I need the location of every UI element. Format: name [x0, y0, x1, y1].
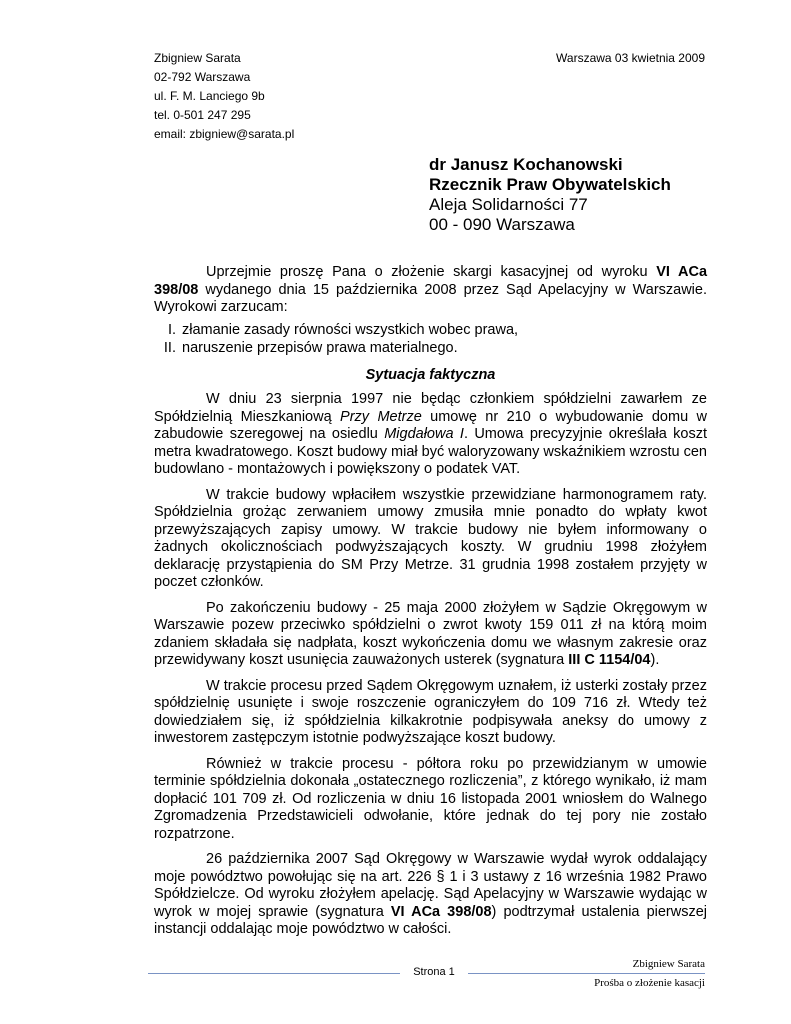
case-reference: VI ACa 398/08 — [154, 264, 708, 298]
page-number: Strona 1 — [413, 966, 455, 978]
case-reference: III C 1154/04 — [568, 652, 651, 668]
paragraph-2: W trakcie budowy wpłaciłem wszystkie przewidziane harmonogramem raty. Spółdzielnia grożąc zerwaniem umowy zmusiła mnie ponadto do wpłaty kwot przewyższających zapisy umowy. W trakcie budowy nie byłem informowany o żadnych okolicznościach podwyższających koszty. W grudniu 1998 złożyłem deklarację przystąpienia do SM Przy Metrze. 31 grudnia 1998 zostałem przyjęty w poczet członków. — [154, 486, 707, 590]
intro-paragraph: Uprzejmie proszę Pana o złożenie skargi kasacyjnej od wyroku VI ACa 398/08 wydanego dnia 15 października 2008 przez Sąd Apelacyjny w Warszawie. Wyrokowi zarzucam: — [154, 264, 708, 315]
paragraph-3: Po zakończeniu budowy - 25 maja 2000 złożyłem w Sądzie Okręgowym w Warszawie pozew przeciwko spółdzielni o zwrot kwoty 159 011 zł na którą moim zdaniem składała się nadpłata, koszt wykończenia domu we własnym zakresie oraz przewidywany koszt usunięcia zauważonych usterek (sygnatura III C 1154/04). — [154, 599, 707, 668]
paragraph-6: 26 października 2007 Sąd Okręgowy w Warszawie wydał wyrok oddalający moje powództwo powołując się na art. 226 § 1 i 3 ustawy z 16 września 1982 Prawo Spółdzielcze. Od wyroku złożyłem apelację. Sąd Apelacyjny w Warszawie wydając w wyrok w mojej sprawie (sygnatura VI ACa 398/08) podtrzymał ustalenia pierwszej instancji oddalając moje powództwo w całości. — [154, 851, 708, 937]
sender-block — [154, 49, 294, 144]
paragraph-1: W dniu 23 sierpnia 1997 nie będąc członkiem spółdzielni zawarłem ze Spółdzielnią Mieszkaniową Przy Metrze umowę nr 210 o wybudowanie domu w zabudowie szeregowej na osiedlu Migdałowa I. Umowa precyzyjnie określała koszt metra kwadratowego. Koszt budowy miał być waloryzowany wskaźnikiem wzrostu cen budowlano - montażowych i powiększony o podatek VAT. — [154, 391, 708, 477]
recipient-street: Aleja Solidarności 77 — [429, 195, 588, 214]
sender-street: ul. F. M. Lanciego 9b — [154, 89, 265, 103]
footer-author: Zbigniew Sarata — [632, 958, 705, 970]
charges-list — [154, 321, 707, 357]
recipient-name: dr Janusz Kochanowski — [429, 155, 623, 174]
paragraph-5: Również w trakcie procesu - półtora roku po przewidzianym w umowie terminie spółdzielnia dokonała „ostatecznego rozliczenia”, z którego wynikało, iż mam dopłacić 101 709 zł. Od rozliczenia w dniu 16 listopada 2001 wniosłem do Walnego Zgromadzenia Przedstawicieli odwołanie, które jednak do tej pory nie zostało rozpatrzone. — [154, 755, 707, 842]
sender-postal: 02-792 Warszawa — [154, 70, 251, 84]
section-title: Sytuacja faktyczna — [365, 366, 496, 383]
list-item: I. złamanie zasady równości wszystkich wobec prawa, — [167, 321, 519, 338]
list-item: II. naruszenie przepisów prawa materialnego. — [163, 339, 458, 356]
paragraph-4: W trakcie procesu przed Sądem Okręgowym uznałem, iż usterki zostały przez spółdzielnię usunięte i swoje roszczenie ograniczyłem do 109 716 zł. Wtedy też dowiedziałem się, iż spółdzielnia kilkakrotnie podpisywała aneksy do umowy z inwestorem zastępczym istotnie podwyższające koszt budowy. — [154, 677, 707, 746]
footer-divider-left — [148, 973, 400, 974]
footer-subject: Prośba o złożenie kasacji — [594, 977, 705, 989]
recipient-block — [429, 155, 671, 235]
sender-phone: tel. 0-501 247 295 — [154, 108, 251, 122]
sender-email: email: zbigniew@sarata.pl — [154, 127, 295, 141]
recipient-city: 00 - 090 Warszawa — [429, 215, 575, 234]
footer-info — [594, 955, 705, 993]
sender-name: Zbigniew Sarata — [154, 51, 241, 65]
case-reference: VI ACa 398/08 — [390, 903, 492, 920]
letter-body — [154, 264, 707, 947]
recipient-title: Rzecznik Praw Obywatelskich — [429, 175, 671, 194]
letter-date: Warszawa 03 kwietnia 2009 — [556, 51, 705, 65]
